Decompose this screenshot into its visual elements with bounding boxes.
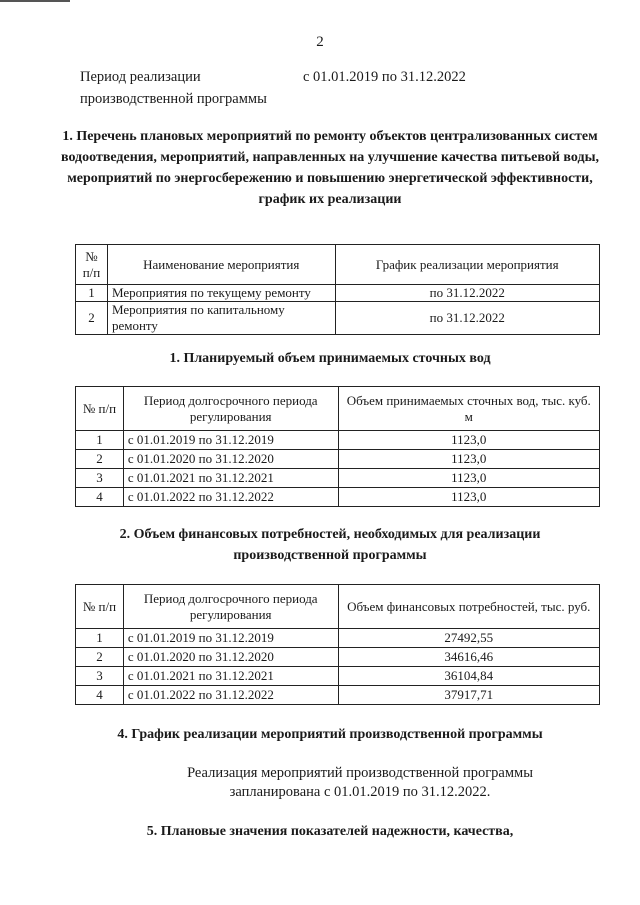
table-row bbox=[76, 302, 600, 335]
measures-table bbox=[75, 244, 600, 335]
row-number-cell: 4 bbox=[76, 686, 124, 705]
schedule-cell: по 31.12.2022 bbox=[335, 285, 599, 302]
table-row bbox=[76, 488, 600, 507]
period-cell: с 01.01.2022 по 31.12.2022 bbox=[123, 686, 338, 705]
table-header-row bbox=[76, 585, 600, 629]
table-row bbox=[76, 648, 600, 667]
table-row bbox=[76, 285, 600, 302]
schedule-text-line-1: Реализация мероприятий производственной программы bbox=[187, 765, 533, 781]
measure-name-cell: Мероприятия по текущему ремонту bbox=[107, 285, 335, 302]
volume-table bbox=[75, 386, 600, 507]
period-cell: с 01.01.2019 по 31.12.2019 bbox=[123, 629, 338, 648]
table-row bbox=[76, 431, 600, 450]
period-cell: с 01.01.2021 по 31.12.2021 bbox=[123, 667, 338, 686]
finance-cell: 34616,46 bbox=[338, 648, 599, 667]
indicators-heading: 5. Плановые значения показателей надежности, качества, bbox=[146, 824, 514, 839]
table-header-row bbox=[76, 245, 600, 285]
header-cell: Объем принимаемых сточных вод, тыс. куб. м bbox=[338, 387, 599, 431]
header-cell: Объем финансовых потребностей, тыс. руб. bbox=[338, 585, 599, 629]
table-row bbox=[76, 667, 600, 686]
row-number-cell: 1 bbox=[76, 431, 124, 450]
table-row bbox=[76, 469, 600, 488]
measure-name-cell: Мероприятия по капитальному ремонту bbox=[107, 302, 335, 335]
row-number-cell: 4 bbox=[76, 488, 124, 507]
finance-heading: 2. Объем финансовых потребностей, необходимых для реализации производственной программы bbox=[119, 527, 541, 563]
header-cell: Период долгосрочного периода регулирования bbox=[123, 585, 338, 629]
row-number-cell: 3 bbox=[76, 469, 124, 488]
page-number: 2 bbox=[316, 34, 324, 50]
row-number-cell: 3 bbox=[76, 667, 124, 686]
header-cell: Период долгосрочного периода регулирования bbox=[123, 387, 338, 431]
row-number-cell: 1 bbox=[76, 629, 124, 648]
row-number-cell: 2 bbox=[76, 648, 124, 667]
schedule-heading: 4. График реализации мероприятий производственной программы bbox=[117, 727, 543, 742]
table-row bbox=[76, 686, 600, 705]
volume-heading: 1. Планируемый объем принимаемых сточных вод bbox=[169, 351, 491, 366]
table-row bbox=[76, 450, 600, 469]
header-cell: № п/п bbox=[76, 387, 124, 431]
finance-cell: 27492,55 bbox=[338, 629, 599, 648]
finance-cell: 37917,71 bbox=[338, 686, 599, 705]
header-cell: № п/п bbox=[76, 245, 108, 285]
volume-cell: 1123,0 bbox=[338, 488, 599, 507]
schedule-text-line-2: запланирована с 01.01.2019 по 31.12.2022. bbox=[229, 784, 491, 800]
header-cell: № п/п bbox=[76, 585, 124, 629]
period-cell: с 01.01.2020 по 31.12.2020 bbox=[123, 648, 338, 667]
period-cell: с 01.01.2021 по 31.12.2021 bbox=[123, 469, 338, 488]
volume-cell: 1123,0 bbox=[338, 469, 599, 488]
header-cell: Наименование мероприятия bbox=[107, 245, 335, 285]
header-cell: График реализации мероприятия bbox=[335, 245, 599, 285]
finance-table bbox=[75, 584, 600, 705]
period-value: с 01.01.2019 по 31.12.2022 bbox=[303, 69, 466, 85]
table-row bbox=[76, 629, 600, 648]
volume-cell: 1123,0 bbox=[338, 450, 599, 469]
table-header-row bbox=[76, 387, 600, 431]
period-label: Период реализации производственной программы bbox=[80, 69, 267, 107]
period-cell: с 01.01.2019 по 31.12.2019 bbox=[123, 431, 338, 450]
volume-cell: 1123,0 bbox=[338, 431, 599, 450]
schedule-cell: по 31.12.2022 bbox=[335, 302, 599, 335]
finance-cell: 36104,84 bbox=[338, 667, 599, 686]
scan-edge-mark bbox=[0, 0, 70, 2]
period-cell: с 01.01.2022 по 31.12.2022 bbox=[123, 488, 338, 507]
measures-heading: 1. Перечень плановых мероприятий по ремонту объектов централизованных систем водоотведения, мероприятий, направленных на улучшение качества питьевой воды, мероприятий по энергосбережению и повышению энергетической эффективности, график их реализации bbox=[60, 129, 599, 207]
period-cell: с 01.01.2020 по 31.12.2020 bbox=[123, 450, 338, 469]
row-number-cell: 2 bbox=[76, 450, 124, 469]
row-number-cell: 2 bbox=[76, 302, 108, 335]
row-number-cell: 1 bbox=[76, 285, 108, 302]
